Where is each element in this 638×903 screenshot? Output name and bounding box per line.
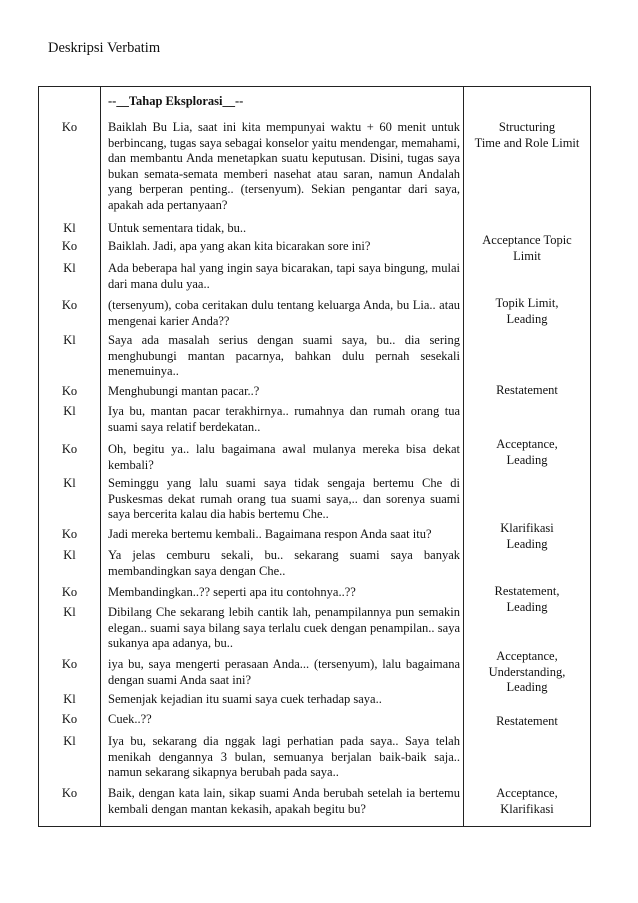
column-divider — [100, 87, 101, 826]
speaker-label: Kl — [63, 476, 76, 490]
utterance: Baiklah Bu Lia, saat ini kita mempunyai waktu + 60 menit untuk berbincang, tugas saya sebagai konselor yaitu mendengar, memahami, dan membantu Anda menetapkan suatu keputusan. Disini, tugas saya bukan semata-semata memberi nasehat atau saran, namun Andalah yang berperan penting.. (tersenyum). Sekian pengantar dari saya, apakah ada pertanyaan? — [108, 120, 460, 212]
utterance: Oh, begitu ya.. lalu bagaimana awal mulanya mereka bisa dekat kembali? — [108, 442, 460, 472]
speaker-label: Ko — [61, 384, 78, 398]
utterance: Ya jelas cemburu sekali, bu.. sekarang suami saya banyak membandingkan saya dengan Che.. — [108, 548, 460, 578]
speaker-label: Ko — [61, 527, 78, 541]
utterance: Baiklah. Jadi, apa yang akan kita bicarakan sore ini? — [108, 239, 371, 253]
utterance: Iya bu, sekarang dia nggak lagi perhatian pada saya.. Saya telah menikah dengannya 3 bulan, semuanya berjalan baik-baik saja.. namun sekarang sikapnya berubah pada saya.. — [108, 734, 460, 780]
speaker-label: Ko — [61, 657, 78, 671]
utterance: (tersenyum), coba ceritakan dulu tentang keluarga Anda, bu Lia.. atau mengenai karier Anda?? — [108, 298, 460, 328]
technique-note: Restatement, Leading — [494, 584, 560, 614]
page-title: Deskripsi Verbatim — [48, 40, 161, 56]
speaker-label: Ko — [61, 298, 78, 312]
technique-note: Topik Limit, Leading — [495, 296, 559, 326]
technique-note: Restatement — [496, 383, 558, 397]
utterance: Cuek..?? — [108, 712, 152, 726]
speaker-label: Kl — [63, 261, 76, 275]
utterance: Saya ada masalah serius dengan suami saya, bu.. dia sering menghubungi mantan pacarnya, bahkan dulu pernah sesekali menemuinya.. — [108, 333, 460, 379]
utterance: Iya bu, mantan pacar terakhirnya.. rumahnya dan rumah orang tua suami saya relatif berdekatan.. — [108, 404, 460, 434]
section-heading: --__Tahap Eksplorasi__-- — [108, 94, 244, 108]
technique-note: Acceptance Topic Limit — [482, 233, 572, 263]
speaker-label: Kl — [63, 404, 76, 418]
utterance: Ada beberapa hal yang ingin saya bicarakan, tapi saya bingung, mulai dari mana dulu yaa.. — [108, 261, 460, 291]
utterance: Seminggu yang lalu suami saya tidak sengaja bertemu Che di Puskesmas dekat rumah orang tua suami saya,.. dan sorenya suami saya bercerita kalau dia habis bertemu Che.. — [108, 476, 460, 522]
utterance: Jadi mereka bertemu kembali.. Bagaimana respon Anda saat itu? — [108, 527, 432, 541]
speaker-label: Kl — [63, 692, 76, 706]
technique-note: Acceptance, Leading — [496, 437, 558, 467]
speaker-label: Kl — [63, 605, 76, 619]
speaker-label: Kl — [63, 548, 76, 562]
utterance: Menghubungi mantan pacar..? — [108, 384, 260, 398]
technique-note: Structuring Time and Role Limit — [474, 120, 580, 150]
speaker-label: Ko — [61, 585, 78, 599]
speaker-label: Kl — [63, 734, 76, 748]
speaker-label: Ko — [61, 239, 78, 253]
utterance: iya bu, saya mengerti perasaan Anda... (tersenyum), lalu bagaimana dengan suami Anda saat ini? — [108, 657, 460, 687]
speaker-label: Ko — [61, 442, 78, 456]
technique-note: Klarifikasi Leading — [500, 521, 554, 551]
utterance: Membandingkan..?? seperti apa itu contohnya..?? — [108, 585, 356, 599]
speaker-label: Ko — [61, 120, 78, 134]
utterance: Untuk sementara tidak, bu.. — [108, 221, 247, 235]
utterance: Semenjak kejadian itu suami saya cuek terhadap saya.. — [108, 692, 382, 706]
technique-note: Restatement — [496, 714, 558, 728]
technique-note: Acceptance, Understanding, Leading — [488, 649, 566, 695]
utterance: Baik, dengan kata lain, sikap suami Anda berubah setelah ia bertemu kembali dengan mantan kekasih, apakah begitu bu? — [108, 786, 460, 816]
speaker-label: Kl — [63, 221, 76, 235]
speaker-label: Ko — [61, 712, 78, 726]
verbatim-table — [38, 86, 591, 827]
speaker-label: Ko — [61, 786, 78, 800]
technique-note: Acceptance, Klarifikasi — [496, 786, 558, 816]
speaker-label: Kl — [63, 333, 76, 347]
utterance: Dibilang Che sekarang lebih cantik lah, penampilannya pun semakin elegan.. suami saya bilang saya terlalu cuek dengan penampilan.. saya sukanya apa adanya, bu.. — [108, 605, 460, 651]
